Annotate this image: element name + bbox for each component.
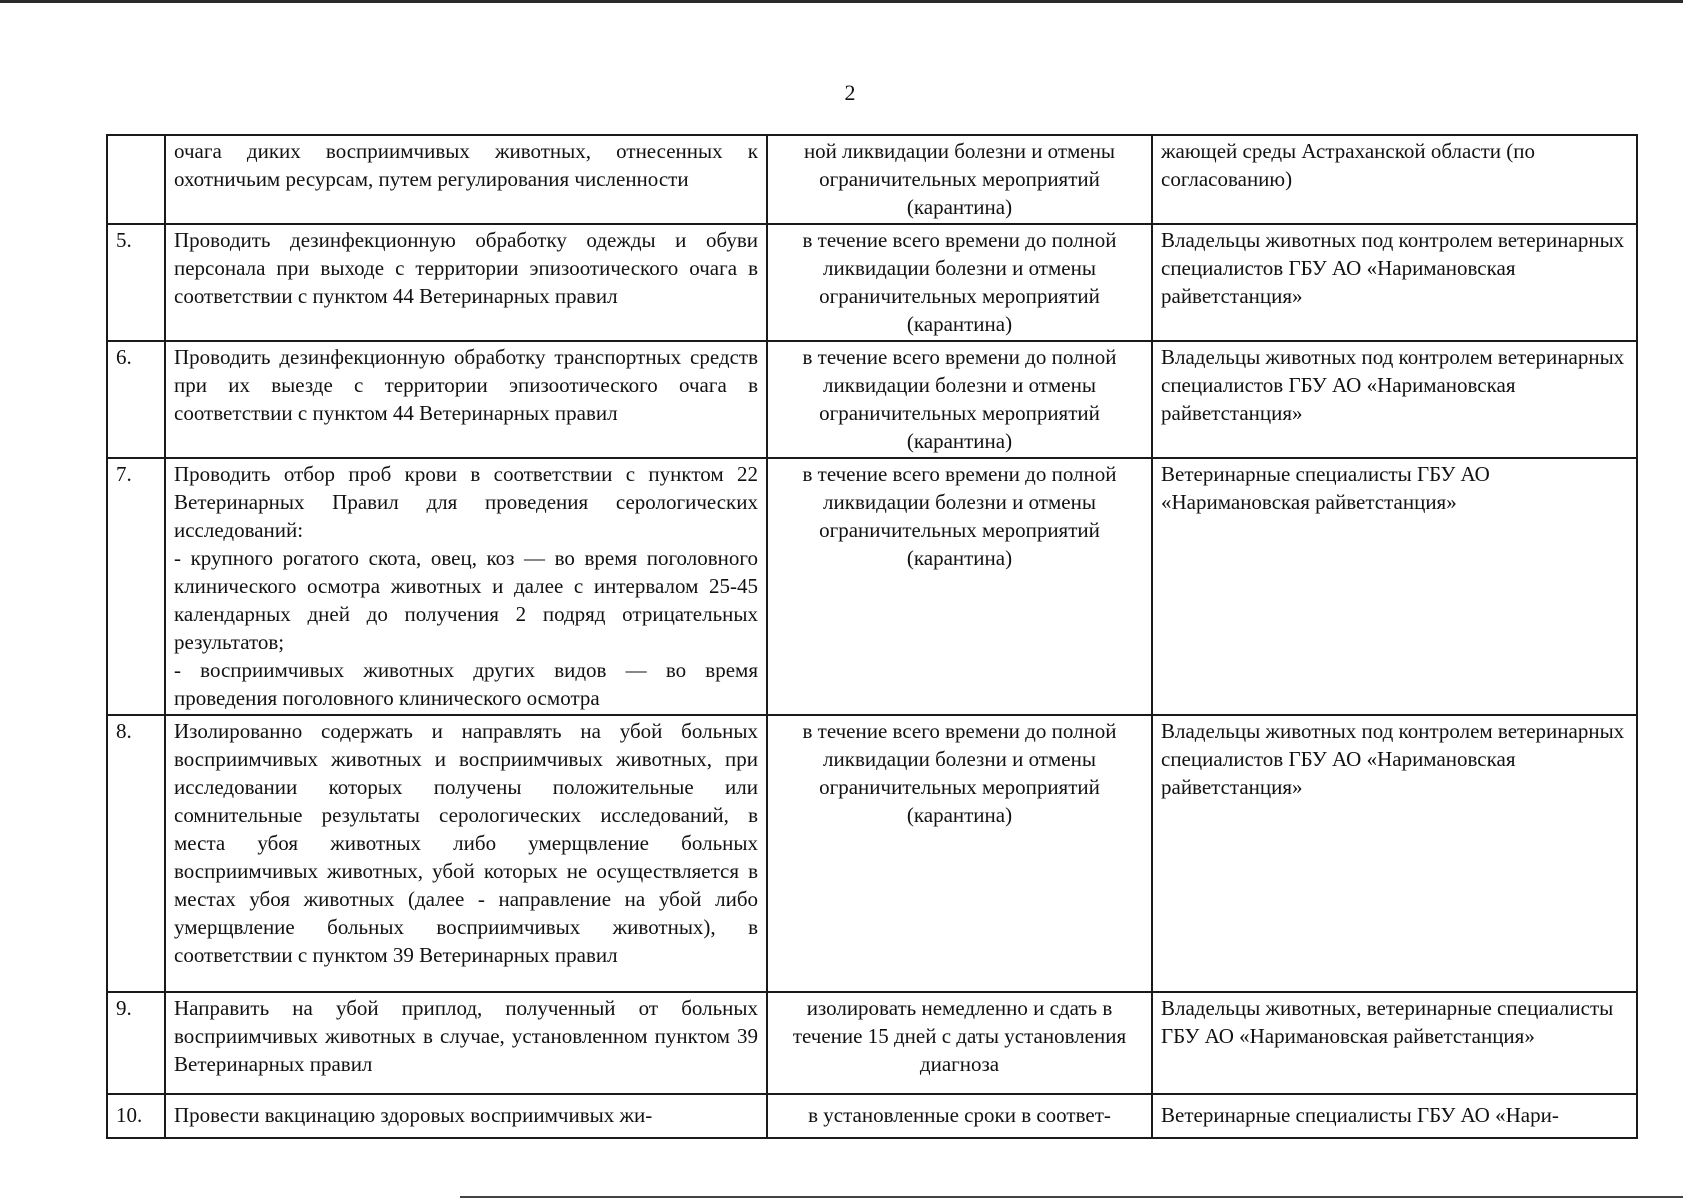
action-cell: Провести вакцинацию здоровых восприимчивых жи- (165, 1094, 767, 1138)
action-item: - восприимчивых животных других видов — во время проведения поголовного клинического осмотра (174, 658, 758, 710)
measures-table (106, 134, 1638, 1139)
responsible-cell: Владельцы животных под контролем ветеринарных специалистов ГБУ АО «Наримановская райветстанция» (1152, 341, 1637, 458)
table-row (107, 458, 1637, 715)
table-row (107, 715, 1637, 992)
row-number: 7. (107, 458, 165, 715)
action-cell: Направить на убой приплод, полученный от больных восприимчивых животных в случае, установленном пунктом 39 Ветеринарных правил (165, 992, 767, 1094)
term-cell: в установленные сроки в соответ- (767, 1094, 1152, 1138)
term-cell: в течение всего времени до полной ликвидации болезни и отмены ограничительных мероприятий (карантина) (767, 341, 1152, 458)
top-rule (0, 0, 1683, 3)
table-row (107, 992, 1637, 1094)
row-number (107, 135, 165, 224)
row-number: 10. (107, 1094, 165, 1138)
table-row (107, 224, 1637, 341)
action-cell (165, 458, 767, 715)
action-cell: Изолированно содержать и направлять на убой больных восприимчивых животных и восприимчивых животных, при исследовании которых получены положительные или сомнительные результаты серологических исследований, в места убоя животных либо умерщвление больных восприимчивых животных, убой которых не осуществляется в местах убоя животных (далее - направление на убой либо умерщвление больных восприимчивых животных), в соответствии с пунктом 39 Ветеринарных правил (165, 715, 767, 992)
term-cell: изолировать немедленно и сдать в течение 15 дней с даты установления диагноза (767, 992, 1152, 1094)
action-cell: Проводить дезинфекционную обработку одежды и обуви персонала при выходе с территории эпизоотического очага в соответствии с пунктом 44 Ветеринарных правил (165, 224, 767, 341)
row-number: 5. (107, 224, 165, 341)
responsible-cell: Владельцы животных под контролем ветеринарных специалистов ГБУ АО «Наримановская райветстанция» (1152, 224, 1637, 341)
row-number: 8. (107, 715, 165, 992)
bottom-rule (460, 1196, 1683, 1198)
responsible-cell: Владельцы животных, ветеринарные специалисты ГБУ АО «Наримановская райветстанция» (1152, 992, 1637, 1094)
table-row (107, 341, 1637, 458)
row-number: 6. (107, 341, 165, 458)
responsible-cell: Ветеринарные специалисты ГБУ АО «Нари- (1152, 1094, 1637, 1138)
term-cell: ной ликвидации болезни и отмены ограничительных мероприятий (карантина) (767, 135, 1152, 224)
term-cell: в течение всего времени до полной ликвидации болезни и отмены ограничительных мероприятий (карантина) (767, 715, 1152, 992)
term-cell: в течение всего времени до полной ликвидации болезни и отмены ограничительных мероприятий (карантина) (767, 458, 1152, 715)
responsible-cell: Владельцы животных под контролем ветеринарных специалистов ГБУ АО «Наримановская райветстанция» (1152, 715, 1637, 992)
action-cell: Проводить дезинфекционную обработку транспортных средств при их выезде с территории эпизоотического очага в соответствии с пунктом 44 Ветеринарных правил (165, 341, 767, 458)
page-number: 2 (844, 80, 856, 105)
responsible-cell: Ветеринарные специалисты ГБУ АО «Наримановская райветстанция» (1152, 458, 1637, 715)
responsible-cell: жающей среды Астраханской области (по согласованию) (1152, 135, 1637, 224)
action-intro: Проводить отбор проб крови в соответствии с пунктом 22 Ветеринарных Правил для проведения серологических исследований: (174, 462, 758, 542)
table-row (107, 135, 1637, 224)
action-cell: очага диких восприимчивых животных, отнесенных к охотничьим ресурсам, путем регулирования численности (165, 135, 767, 224)
term-cell: в течение всего времени до полной ликвидации болезни и отмены ограничительных мероприятий (карантина) (767, 224, 1152, 341)
table-row (107, 1094, 1637, 1138)
row-number: 9. (107, 992, 165, 1094)
action-item: - крупного рогатого скота, овец, коз — во время поголовного клинического осмотра животных и далее с интервалом 25-45 календарных дней до получения 2 подряд отрицательных результатов; (174, 546, 758, 654)
